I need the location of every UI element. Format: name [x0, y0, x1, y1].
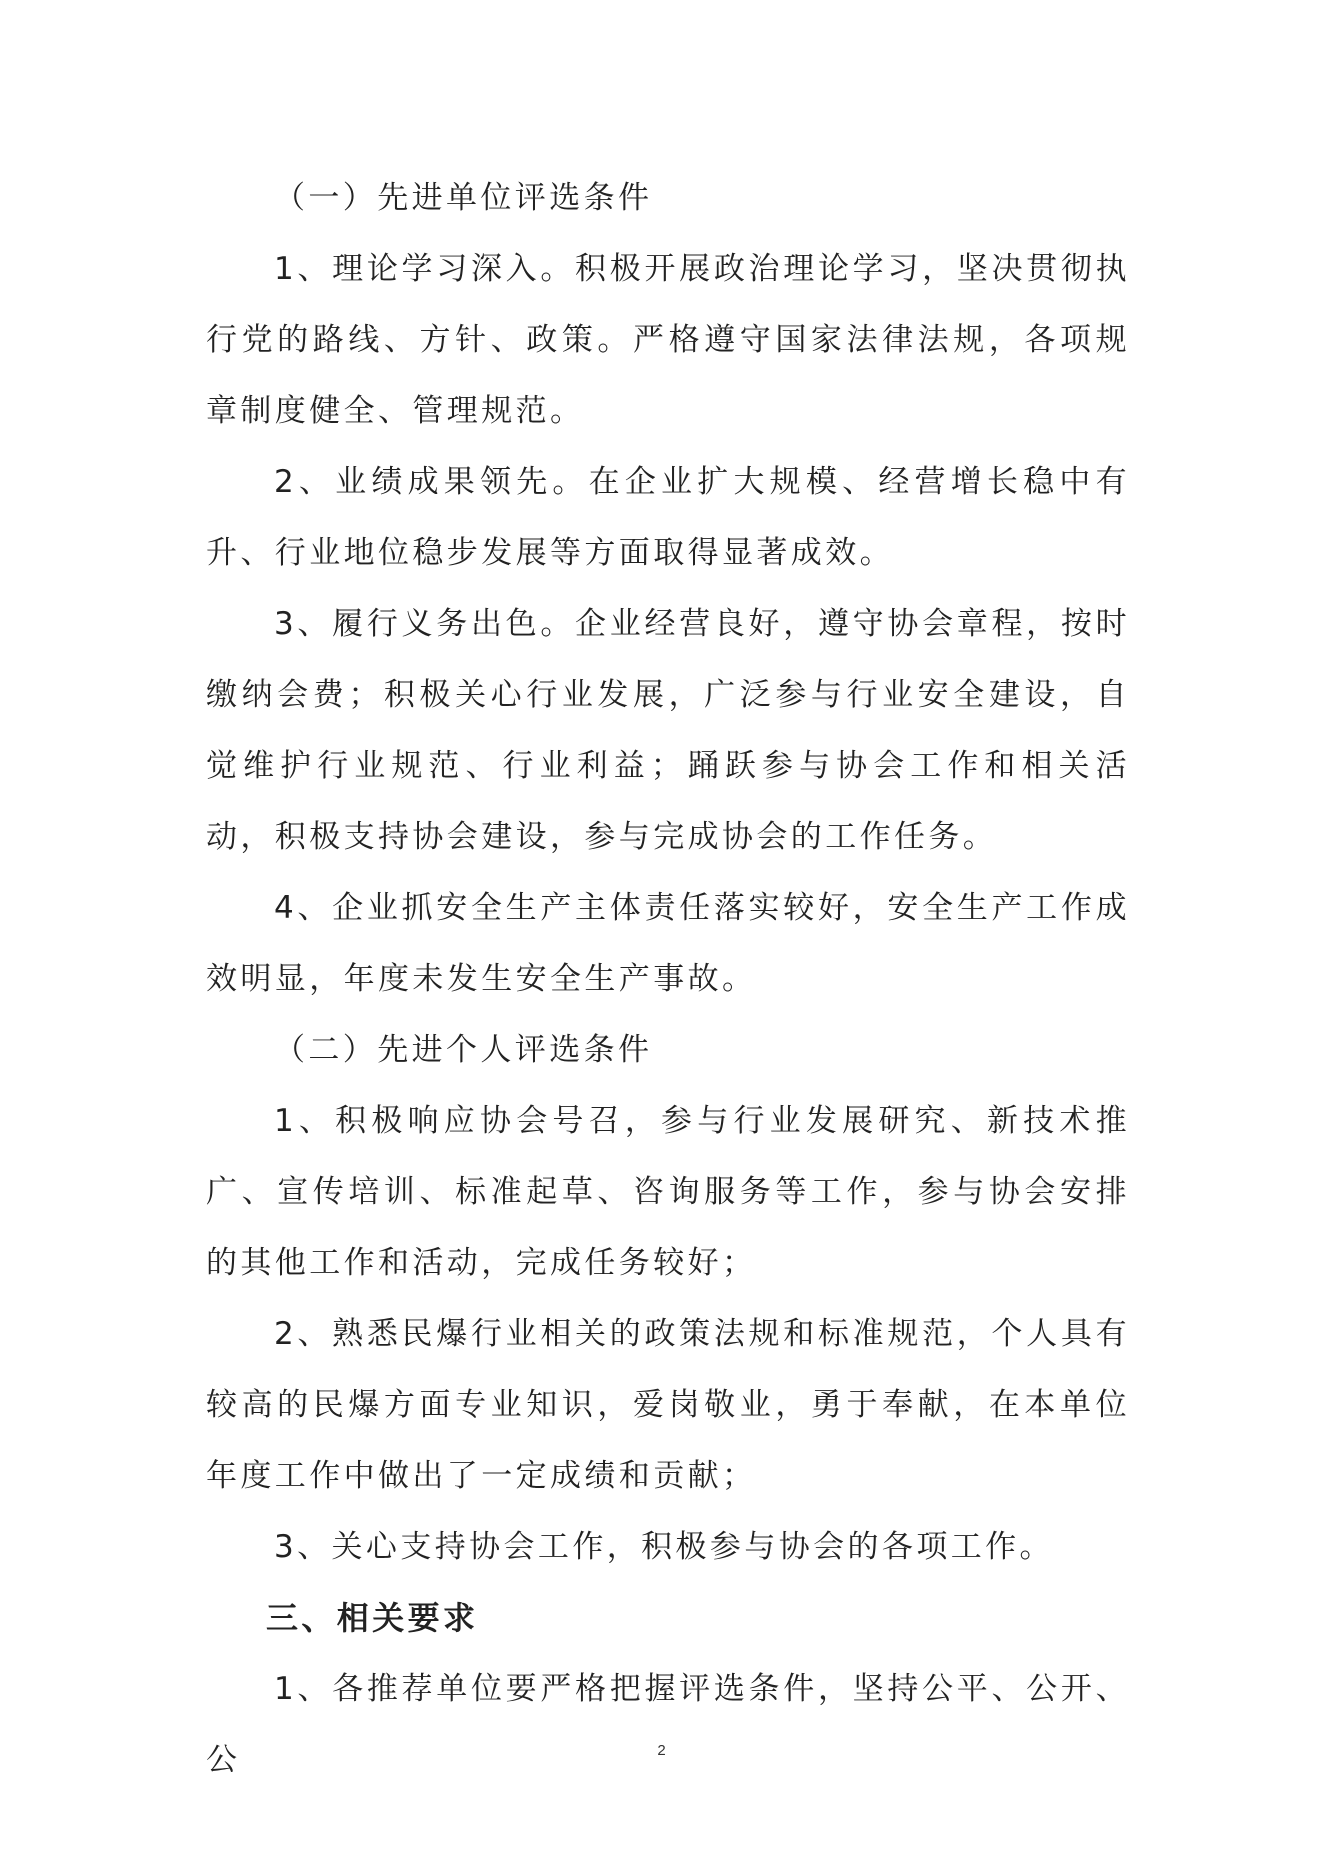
- paragraph-individual-criterion-1: 1、积极响应协会号召，参与行业发展研究、新技术推广、宣传培训、标准起草、咨询服务等工作，参与协会安排的其他工作和活动，完成任务较好；: [206, 1103, 1130, 1281]
- subheading-advanced-unit-criteria: （一）先进单位评选条件: [274, 180, 653, 216]
- paragraph-individual-criterion-3: 3、关心支持协会工作，积极参与协会的各项工作。: [274, 1529, 1054, 1565]
- paragraph-unit-criterion-3: 3、履行义务出色。企业经营良好，遵守协会章程，按时缴纳会费；积极关心行业发展，广泛参与行业安全建设，自觉维护行业规范、行业利益；踊跃参与协会工作和相关活动，积极支持协会建设，参与完成协会的工作任务。: [206, 606, 1130, 855]
- paragraph-individual-criterion-2: 2、熟悉民爆行业相关的政策法规和标准规范，个人具有较高的民爆方面专业知识，爱岗敬业，勇于奉献，在本单位年度工作中做出了一定成绩和贡献；: [206, 1316, 1130, 1494]
- paragraph-requirement-1: 1、各推荐单位要严格把握评选条件，坚持公平、公开、公: [206, 1671, 1130, 1778]
- document-body: [206, 163, 1130, 1796]
- section-heading-requirements: 三、相关要求: [266, 1599, 479, 1637]
- paragraph-unit-criterion-4: 4、企业抓安全生产主体责任落实较好，安全生产工作成效明显，年度未发生安全生产事故。: [206, 890, 1130, 997]
- page-number: 2: [657, 1742, 666, 1759]
- paragraph-unit-criterion-2: 2、业绩成果领先。在企业扩大规模、经营增长稳中有升、行业地位稳步发展等方面取得显著成效。: [206, 464, 1130, 571]
- paragraph-unit-criterion-1: 1、理论学习深入。积极开展政治理论学习，坚决贯彻执行党的路线、方针、政策。严格遵守国家法律法规，各项规章制度健全、管理规范。: [206, 251, 1130, 429]
- subheading-advanced-individual-criteria: （二）先进个人评选条件: [274, 1032, 653, 1068]
